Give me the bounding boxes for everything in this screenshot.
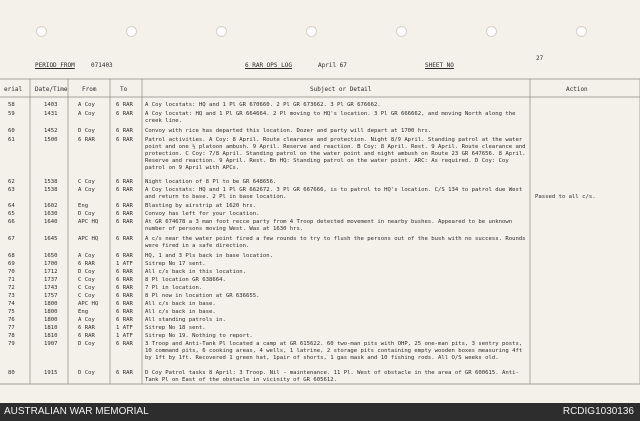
row-text: 8 Pl now in location at GR 636655. [145, 293, 260, 299]
row-action: Passed to all c/s. [535, 194, 596, 200]
row-time: 1810 [44, 333, 58, 339]
row-text: Blasting by airstrip at 1620 hrs. [145, 203, 257, 209]
row-time: 1630 [44, 211, 58, 217]
sheet-label: SHEET NO [425, 62, 454, 69]
row-to: 6 RAR [116, 285, 133, 291]
row-to: 6 RAR [116, 179, 133, 185]
row-text: All standing patrols in. [145, 317, 226, 323]
row-to: 6 RAR [116, 370, 133, 376]
row-serial: 72 [8, 285, 15, 291]
row-to: 6 RAR [116, 102, 133, 108]
row-to: 6 RAR [116, 219, 133, 225]
row-text: At GR 674678 a 3 man foot recce party from 4 Troop detected movement in nearby bushes. Appeared to be unknown number of persons moving West. Was at 1630 hrs. [145, 219, 513, 232]
row-to: 6 RAR [116, 236, 133, 242]
row-time: 1602 [44, 203, 58, 209]
row-to: 6 RAR [116, 269, 133, 275]
row-time: 1403 [44, 102, 58, 108]
row-text: Convoy has left for your location. [145, 211, 260, 217]
row-from: A Coy [78, 253, 95, 259]
row-to: 1 ATF [116, 325, 133, 331]
row-from: A Coy [78, 187, 95, 193]
row-from: C Coy [78, 179, 95, 185]
row-from: D Coy [78, 128, 95, 134]
row-text: Patrol activities. A Coy: 8 April. Route clearance and protection. Night 8/9 April. Standing patrol at the water point and one ½ platoon ambush. 9 April. Reserve and reaction. B Coy: 8 April. Rest. 9 April. Route clearance and protection. C Coy: 7/8 April. Standing patrol on the water point and night ambush on Route 23 GR 647656. 8 April. Reserve and reaction. 9 April. Rest. Bn HQ: Standing patrol on the water point. ARC: As required. D Coy: Coy patrol on 9 April with APCs. [145, 137, 526, 171]
row-serial: 59 [8, 111, 15, 117]
row-serial: 79 [8, 341, 15, 347]
row-from: 6 RAR [78, 261, 95, 267]
row-time: 1431 [44, 111, 58, 117]
row-serial: 63 [8, 187, 15, 193]
col-datetime: Date/Time [35, 86, 68, 93]
row-time: 1500 [44, 137, 58, 143]
row-from: A Coy [78, 111, 95, 117]
row-to: 6 RAR [116, 211, 133, 217]
row-to: 1 ATF [116, 261, 133, 267]
row-from: D Coy [78, 269, 95, 275]
row-text: HQ, 1 and 3 Pls back in base location. [145, 253, 273, 259]
row-text: 8 Pl location GR 638664. [145, 277, 226, 283]
row-serial: 77 [8, 325, 15, 331]
row-time: 1452 [44, 128, 58, 134]
row-serial: 80 [8, 370, 15, 376]
row-to: 6 RAR [116, 293, 133, 299]
row-to: 6 RAR [116, 187, 133, 193]
row-time: 1800 [44, 301, 58, 307]
row-serial: 69 [8, 261, 15, 267]
row-text: All c/s back in base. [145, 301, 216, 307]
row-time: 1737 [44, 277, 58, 283]
col-action: Action [566, 86, 588, 93]
period-label: PERIOD FROM [35, 62, 75, 69]
col-to: To [120, 86, 128, 93]
row-serial: 75 [8, 309, 15, 315]
row-text: Night location of 8 Pl to be GR 648656. [145, 179, 277, 185]
row-from: A Coy [78, 317, 95, 323]
row-time: 1757 [44, 293, 58, 299]
row-from: Eng [78, 203, 89, 209]
row-text: A Coy locstats: HQ and 1 Pl GR 662672. 3 Pl GR 667666, is to patrol to HQ's location. C/S 134 to patrol due West and return to base. 2 Pl in base location. [145, 187, 523, 200]
row-serial: 71 [8, 277, 15, 283]
row-text: Convoy with rice has departed this location. Dozer and party will depart at 1700 hrs. [145, 128, 432, 134]
row-to: 1 ATF [116, 333, 133, 339]
row-from: C Coy [78, 277, 95, 283]
row-from: APC HQ [78, 301, 99, 307]
col-serial: erial [4, 86, 23, 93]
row-text: A Coy locstat: HQ and 1 Pl GR 664664. 2 Pl moving to HQ's location. 3 Pl GR 666662, and moving North along the creek line. [145, 111, 516, 124]
row-time: 1907 [44, 341, 58, 347]
row-text: Sitrep No 18 sent. [145, 325, 206, 331]
row-from: D Coy [78, 211, 95, 217]
row-serial: 65 [8, 211, 15, 217]
archive-footer [0, 403, 640, 421]
row-time: 1810 [44, 325, 58, 331]
row-from: 6 RAR [78, 333, 95, 339]
row-from: D Coy [78, 341, 95, 347]
row-text: 3 Troop and Anti-Tank Pl located a camp at GR 615622. 60 two-man pits with OHP, 25 one-man pits, 3 sentry posts, 10 command pits, 6 cooking areas, 4 wells, 1 latrine, 2 storage pits containing empty wooden boxes measuring 4ft by 1ft by 1ft. Recovered 1 green hat, 1pair of shorts, 1 gas mask and 10 fishing rods. All O/S weeks old. [145, 341, 523, 361]
row-to: 6 RAR [116, 301, 133, 307]
row-serial: 73 [8, 293, 15, 299]
row-text: Sitrep No 17 sent. [145, 261, 206, 267]
row-time: 1650 [44, 253, 58, 259]
col-subject: Subject or Detail [310, 86, 372, 93]
row-from: APC HQ [78, 236, 99, 242]
row-from: C Coy [78, 285, 95, 291]
row-from: A Coy [78, 102, 95, 108]
row-from: D Coy [78, 370, 95, 376]
archive-name: AUSTRALIAN WAR MEMORIAL [4, 406, 149, 417]
row-from: Eng [78, 309, 89, 315]
row-serial: 76 [8, 317, 15, 323]
row-text: All c/s back in base. [145, 309, 216, 315]
row-serial: 67 [8, 236, 15, 242]
row-serial: 70 [8, 269, 15, 275]
sheet-number: 27 [536, 55, 544, 62]
row-serial: 62 [8, 179, 15, 185]
row-time: 1645 [44, 236, 58, 242]
row-time: 1700 [44, 261, 58, 267]
row-from: APC HQ [78, 219, 99, 225]
row-serial: 78 [8, 333, 15, 339]
row-text: A c/s near the water point fired a few rounds to try to flush the persons out of the bush with no success. Rounds were fired in a safe direction. [145, 236, 526, 249]
row-to: 6 RAR [116, 128, 133, 134]
row-to: 6 RAR [116, 111, 133, 117]
row-time: 1800 [44, 317, 58, 323]
row-to: 6 RAR [116, 317, 133, 323]
row-text: D Coy Patrol tasks 8 April: 3 Troop. Nil - maintenance. 11 Pl. West of obstacle in the area of GR 600615. Anti-Tank Pl on East of the obstacle in vicinity of GR 605612. [145, 370, 519, 383]
log-title: 6 RAR OPS LOG [245, 62, 292, 69]
log-month: April 67 [318, 62, 347, 69]
row-serial: 64 [8, 203, 15, 209]
row-serial: 66 [8, 219, 15, 225]
row-serial: 68 [8, 253, 15, 259]
row-serial: 61 [8, 137, 15, 143]
row-text: Sitrep No 19. Nothing to report. [145, 333, 253, 339]
period-value: 071403 [91, 62, 113, 69]
row-time: 1538 [44, 187, 58, 193]
row-text: 7 Pl in location. [145, 285, 203, 291]
col-from: From [82, 86, 97, 93]
row-text: All c/s back in this location. [145, 269, 247, 275]
row-time: 1800 [44, 309, 58, 315]
row-to: 6 RAR [116, 309, 133, 315]
row-to: 6 RAR [116, 203, 133, 209]
row-time: 1915 [44, 370, 58, 376]
row-time: 1712 [44, 269, 58, 275]
row-serial: 60 [8, 128, 15, 134]
row-serial: 74 [8, 301, 15, 307]
row-from: 6 RAR [78, 137, 95, 143]
row-time: 1640 [44, 219, 58, 225]
row-from: C Coy [78, 293, 95, 299]
row-serial: 58 [8, 102, 15, 108]
archive-id: RCDIG1030136 [562, 406, 634, 417]
row-to: 6 RAR [116, 137, 133, 143]
row-to: 6 RAR [116, 253, 133, 259]
row-from: 6 RAR [78, 325, 95, 331]
row-time: 1538 [44, 179, 58, 185]
row-to: 6 RAR [116, 277, 133, 283]
row-time: 1743 [44, 285, 58, 291]
row-text: A Coy locstats: HQ and 1 Pl GR 670660. 2 Pl GR 673662. 3 Pl GR 676662. [145, 102, 381, 108]
row-to: 6 RAR [116, 341, 133, 347]
